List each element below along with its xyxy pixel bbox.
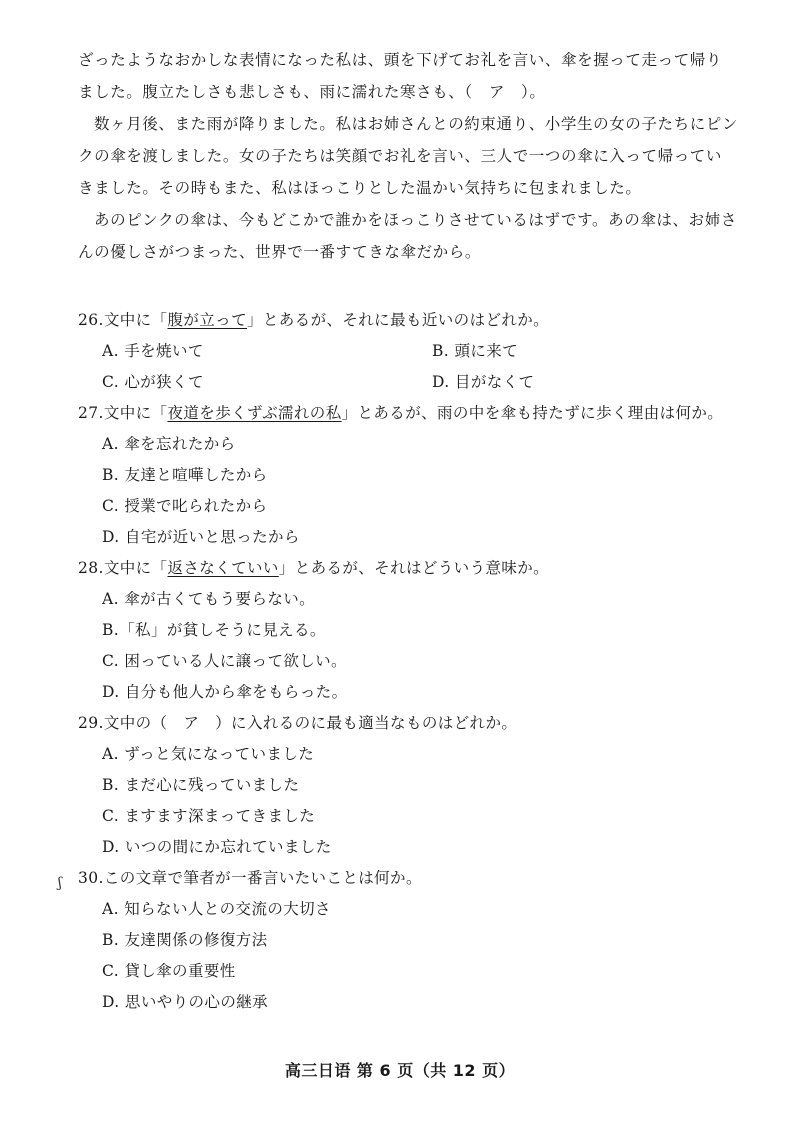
underlined-phrase: 返さなくていい [167, 559, 279, 577]
option-b: B.「私」が貧しそうに見える。 [102, 621, 326, 639]
question-number: 29. [78, 714, 104, 732]
question-30-options [78, 894, 738, 1018]
option-c: C. ますます深まってきました [102, 807, 316, 825]
option-a: A. ずっと気になっていました [102, 745, 315, 763]
option-a: A. 傘が古くてもう要らない。 [102, 590, 316, 608]
question-30 [78, 863, 738, 1018]
question-29-stem: 29.文中の（ ア ）に入れるのに最も適当なものはどれか。 [78, 714, 518, 732]
question-number: 30. [78, 869, 104, 887]
option-a: A. 知らない人との交流の大切さ [102, 900, 331, 918]
passage-paragraph-1: ざったようなおかしな表情になった私は、頭を下げてお礼を言い、傘を握って走って帰りました。腹立たしさも悲しさも、雨に濡れた寒さも、（ ア ）。 [78, 51, 723, 101]
question-30-stem: 30.この文章で筆者が一番言いたいことは何か。 [78, 869, 422, 887]
question-29 [78, 708, 738, 863]
question-29-options [78, 739, 738, 863]
question-28 [78, 553, 738, 708]
question-26-stem: 26.文中に「腹が立って」とあるが、それに最も近いのはどれか。 [78, 311, 550, 329]
page-footer: 高三日语 第 6 页（共 12 页） [284, 1061, 516, 1080]
question-27-options [78, 429, 738, 553]
question-26 [78, 305, 738, 398]
option-d: D. 思いやりの心の継承 [102, 993, 269, 1011]
question-26-options [78, 336, 738, 398]
option-d: D. 自宅が近いと思ったから [102, 528, 300, 546]
option-c: C. 貸し傘の重要性 [102, 962, 236, 980]
underlined-phrase: 夜道を歩くずぶ濡れの私 [167, 404, 342, 422]
option-c: C. 困っている人に譲って欲しい。 [102, 652, 347, 670]
question-number: 28. [78, 559, 104, 577]
reading-passage [78, 44, 738, 268]
option-a: A. 傘を忘れたから [102, 435, 236, 453]
underlined-phrase: 腹が立って [167, 311, 247, 329]
passage-paragraph-2: 数ヶ月後、また雨が降りました。私はお姉さんとの約束通り、小学生の女の子たちにピンクの傘を渡しました。女の子たちは笑顔でお礼を言い、三人で一つの傘に入って帰っていきました。その時もまた、私はほっこりとした温かい気持ちに包まれました。 [78, 115, 739, 197]
question-28-options [78, 584, 738, 708]
option-b: B. 友達と喧嘩したから [102, 466, 268, 484]
question-28-stem: 28.文中に「返さなくていい」とあるが、それはどういう意味か。 [78, 559, 550, 577]
option-c: C. 授業で叱られたから [102, 497, 268, 515]
option-c: C. 心が狭くて [102, 373, 204, 391]
question-list [78, 305, 738, 1018]
option-b: B. まだ心に残っていました [102, 776, 300, 794]
question-number: 27. [78, 404, 104, 422]
pencil-mark-icon: ʃ [58, 875, 62, 891]
option-d: D. 自分も他人から傘をもらった。 [102, 683, 348, 701]
option-a: A. 手を焼いて [102, 342, 204, 360]
option-b: B. 友達関係の修復方法 [102, 931, 268, 949]
question-27-stem: 27.文中に「夜道を歩くずぶ濡れの私」とあるが、雨の中を傘も持たずに歩く理由は何か。 [78, 404, 724, 422]
question-number: 26. [78, 311, 104, 329]
option-d: D. 目がなくて [432, 373, 535, 391]
question-27 [78, 398, 738, 553]
option-b: B. 頭に来て [432, 342, 519, 360]
passage-paragraph-3: あのピンクの傘は、今もどこかで誰かをほっこりさせているはずです。あの傘は、お姉さんの優しさがつまった、世界で一番すてきな傘だから。 [78, 211, 737, 261]
option-d: D. いつの間にか忘れていました [102, 838, 332, 856]
